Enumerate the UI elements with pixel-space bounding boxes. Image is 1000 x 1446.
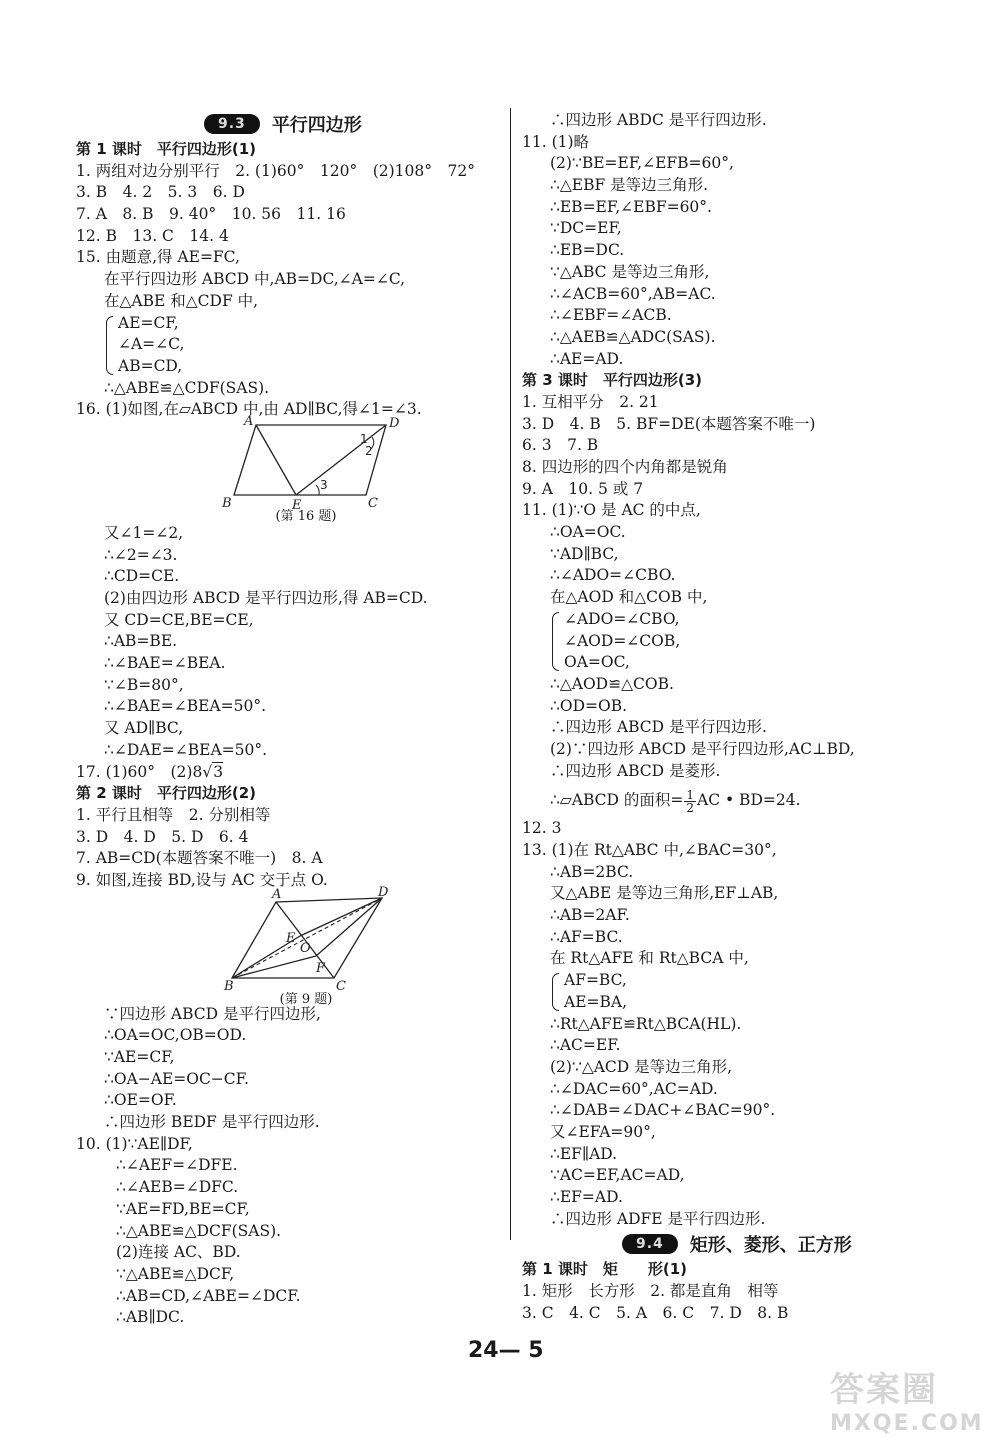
answer-line: ∴∠DAC=60°,AC=AD.	[550, 1079, 718, 1098]
answer-line: 13. (1)在 Rt△ABC 中,∠BAC=30°,	[522, 841, 777, 859]
answer-line: ∴EF∥AD.	[550, 1144, 618, 1163]
answer-line: ∴四边形 ADFE 是平行四边形.	[550, 1209, 766, 1228]
answer-line: ∵四边形 ABCD 是平行四边形,	[104, 1004, 321, 1023]
fig9-label-c: C	[336, 978, 346, 994]
answer-line: ∵△ABC 是等边三角形,	[550, 262, 710, 281]
answer-line	[76, 762, 496, 784]
answer-line: 3. B 4. 2 5. 3 6. D	[76, 183, 245, 202]
answer-line: ∴AB=2BC.	[550, 862, 634, 881]
figure-16-diagram	[76, 413, 496, 513]
answer-line: ∵∠B=80°,	[104, 675, 184, 694]
answer-line: ∴∠BAE=∠BEA=50°.	[104, 697, 267, 716]
answer-line: 6. 3 7. B	[522, 436, 599, 455]
answer-line: ∴△AOD≌△COB.	[550, 674, 674, 693]
answer-line-area	[522, 782, 942, 818]
fig9-label-e: E	[286, 930, 296, 946]
answer-line: ∴CD=CE.	[104, 567, 180, 586]
answer-line: (2)∵四边形 ABCD 是平行四边形,AC⊥BD,	[550, 739, 855, 758]
fig9-label-f: F	[316, 960, 326, 976]
fig16-label-a: A	[244, 413, 254, 429]
answer-line: 又∠EFA=90°,	[550, 1122, 656, 1141]
answer-line: ∴∠ACB=60°,AB=AC.	[550, 284, 716, 303]
answer-line: ∴∠2=∠3.	[104, 545, 178, 564]
section-badge: 9.4	[622, 1234, 678, 1254]
fraction-denominator: 2	[686, 800, 694, 815]
right-column	[522, 110, 942, 1324]
column-divider	[510, 108, 511, 1240]
answer-line: ∵AE=FD,BE=CF,	[116, 1199, 250, 1218]
answer-line: ∠AOD=∠COB,	[564, 631, 681, 650]
answer-line: ∴EB=DC.	[550, 241, 625, 260]
fraction-numerator: 1	[686, 787, 694, 802]
answer-line: (2)∵BE=EF,∠EFB=60°,	[550, 154, 734, 173]
fig16-label-d: D	[389, 415, 400, 431]
sqrt-sign: √	[202, 762, 213, 781]
figure-caption: (第 9 题)	[279, 991, 333, 1007]
answer-line: 1. 两组对边分别平行 2. (1)60° 120° (2)108° 72°	[76, 161, 475, 180]
answer-line: ∴∠DAB=∠DAC+∠BAC=90°.	[550, 1101, 776, 1120]
answer-line: ∴∠EBF=∠ACB.	[550, 306, 672, 325]
answer-line: 在 Rt△AFE 和 Rt△BCA 中,	[550, 949, 749, 968]
answer-line: 在△AOD 和△COB 中,	[550, 588, 708, 607]
answer-line: 又∠1=∠2,	[104, 523, 184, 542]
answer-line: AE=BA,	[564, 992, 628, 1011]
answer-line: 1. 平行且相等 2. 分别相等	[76, 805, 271, 824]
answer-line: ∴EF=AD.	[550, 1188, 623, 1206]
fig16-angle-3: 3	[320, 477, 328, 492]
answer-line: ∴AB=BE.	[104, 632, 178, 651]
answer-line: 9. A 10. 5 或 7	[522, 479, 644, 498]
answer-line: 9. 如图,连接 BD,设与 AC 交于点 O.	[76, 870, 328, 889]
fraction	[684, 789, 696, 814]
answer-line: ∴AC=EF.	[550, 1036, 621, 1055]
fig16-angle-1: 1	[360, 431, 368, 446]
area-text: ∴▱ABCD 的面积=	[550, 791, 684, 810]
brace-group	[522, 970, 942, 1013]
area-text-end: AC • BD=24.	[697, 791, 801, 810]
answer-line: ∵DC=EF,	[550, 219, 622, 238]
answer-line: 1. 互相平分 2. 21	[522, 392, 659, 411]
answer-line: ∴∠DAE=∠BEA=50°.	[104, 740, 268, 759]
answer-line: ∴△ABE≌△CDF(SAS).	[104, 378, 270, 397]
lesson-title: 第 2 课时 平行四边形(2)	[76, 784, 257, 803]
answer-line: AB=CD,	[118, 356, 183, 375]
answer-line: (2)∵△ACD 是等边三角形,	[550, 1057, 733, 1076]
figure-9	[76, 884, 496, 1007]
brace-group	[76, 313, 496, 378]
answer-17-text: 17. (1)60° (2)8	[76, 762, 203, 781]
watermark-logo	[830, 1362, 984, 1436]
answer-line: AE=CF,	[118, 313, 179, 332]
answer-line: ∴△EBF 是等边三角形.	[550, 176, 709, 195]
brace-group	[522, 609, 942, 674]
answer-line: 在△ABE 和△CDF 中,	[104, 291, 259, 310]
answer-line: 7. AB=CD(本题答案不唯一) 8. A	[76, 849, 323, 868]
section-badge: 9.3	[204, 114, 260, 134]
answer-line: 3. D 4. D 5. D 6. 4	[76, 827, 249, 846]
fig9-label-a: A	[272, 886, 282, 902]
answer-line: 3. D 4. B 5. BF=DE(本题答案不唯一)	[522, 414, 816, 433]
watermark-line1: 答案圈	[830, 1370, 938, 1410]
answer-line: ∴AB=CD,∠ABE=∠DCF.	[116, 1286, 301, 1305]
section-title: 平行四边形	[271, 114, 362, 136]
answer-line: ∴AF=BC.	[550, 927, 623, 946]
section-title: 矩形、菱形、正方形	[689, 1234, 852, 1256]
answer-line: 3. C 4. C 5. A 6. C 7. D 8. B	[522, 1303, 789, 1322]
answer-line: (2)由四边形 ABCD 是平行四边形,得 AB=CD.	[104, 589, 428, 607]
answer-line: 又 CD=CE,BE=CE,	[104, 610, 254, 629]
answer-line: 8. 四边形的四个内角都是锐角	[522, 458, 728, 476]
answer-line: ∵△ABE≌△DCF,	[116, 1264, 235, 1283]
answer-line: ∴∠ADO=∠CBO.	[550, 566, 676, 585]
answer-line: ∴四边形 ABDC 是平行四边形.	[550, 111, 767, 129]
lesson-title: 第 3 课时 平行四边形(3)	[522, 371, 703, 390]
answer-line: ∵AE=CF,	[104, 1048, 175, 1066]
answer-line: 12. 3	[522, 819, 562, 838]
answer-line: ∴∠BAE=∠BEA.	[104, 654, 226, 673]
answer-line: ∴△AEB≌△ADC(SAS).	[550, 327, 716, 346]
answer-line: ∴AB∥DC.	[116, 1308, 185, 1327]
figure-9-diagram	[76, 884, 496, 994]
sqrt-radicand: 3	[213, 762, 224, 781]
section-header-9-3	[76, 110, 496, 137]
answer-line: ∴EB=EF,∠EBF=60°.	[550, 197, 712, 216]
answer-line: 7. A 8. B 9. 40° 10. 56 11. 16	[76, 205, 346, 224]
answer-line: ∴四边形 BEDF 是平行四边形.	[104, 1113, 320, 1132]
figure-caption: (第 16 题)	[275, 508, 337, 524]
answer-line: ∴OA=OC.	[550, 523, 626, 542]
answer-line: ∠ADO=∠CBO,	[564, 609, 680, 628]
answer-line: 11. (1)∵O 是 AC 的中点,	[522, 501, 701, 520]
answer-line: 在平行四边形 ABCD 中,AB=DC,∠A=∠C,	[104, 270, 406, 289]
answer-line: ∵AC=EF,AC=AD,	[550, 1166, 685, 1185]
answer-line: ∴OA−AE=OC−CF.	[104, 1069, 249, 1088]
figure-16	[76, 413, 496, 524]
answer-line: ∴∠AEB=∠DFC.	[116, 1178, 239, 1197]
fig16-angle-2: 2	[365, 443, 373, 458]
section-header-9-4	[522, 1230, 942, 1257]
left-column	[76, 110, 496, 1329]
answer-line: ∴OE=OF.	[104, 1091, 177, 1110]
answer-line: 12. B 13. C 14. 4	[76, 226, 229, 245]
answer-line: 11. (1)略	[522, 132, 590, 151]
answer-line: ∴OD=OB.	[550, 696, 628, 715]
answer-line: 10. (1)∵AE∥DF,	[76, 1134, 193, 1153]
answer-line: 15. 由题意,得 AE=FC,	[76, 248, 240, 267]
answer-line: 16. (1)如图,在▱ABCD 中,由 AD∥BC,得∠1=∠3.	[76, 400, 422, 419]
fig9-label-o: O	[300, 940, 311, 956]
answer-line: ∴AB=2AF.	[550, 906, 630, 925]
fig16-label-b: B	[222, 495, 232, 511]
fig16-label-e: E	[292, 497, 302, 513]
answer-line: 又 AD∥BC,	[104, 719, 184, 738]
answer-line: 又△ABE 是等边三角形,EF⊥AB,	[550, 884, 779, 903]
fig9-label-d: D	[378, 884, 389, 900]
answer-line: ∴四边形 ABCD 是平行四边形.	[550, 718, 767, 737]
answer-line: ∴Rt△AFE≌Rt△BCA(HL).	[550, 1014, 742, 1033]
lesson-title: 第 1 课时 平行四边形(1)	[76, 140, 257, 158]
watermark-line2: MXQE.COM	[830, 1411, 984, 1436]
page-number: 24— 5	[468, 1338, 544, 1363]
answer-line: (2)连接 AC、BD.	[116, 1243, 241, 1262]
answer-line: 1. 矩形 长方形 2. 都是直角 相等	[522, 1282, 779, 1301]
answer-line: ∴四边形 ABCD 是菱形.	[550, 761, 721, 780]
fig16-label-c: C	[368, 495, 378, 511]
fig9-label-b: B	[224, 978, 234, 994]
answer-line: ∴AE=AD.	[550, 349, 624, 368]
answer-line: ∵AD∥BC,	[550, 544, 619, 563]
answer-line: OA=OC,	[564, 653, 630, 672]
lesson-title: 第 1 课时 矩 形(1)	[522, 1260, 688, 1279]
answer-line: ∴△ABE≌△DCF(SAS).	[116, 1221, 282, 1240]
answer-line: ∴∠AEF=∠DFE.	[116, 1156, 238, 1175]
answer-line: ∠A=∠C,	[118, 335, 185, 354]
answer-line: ∴OA=OC,OB=OD.	[104, 1026, 247, 1045]
answer-line: AF=BC,	[564, 971, 627, 990]
